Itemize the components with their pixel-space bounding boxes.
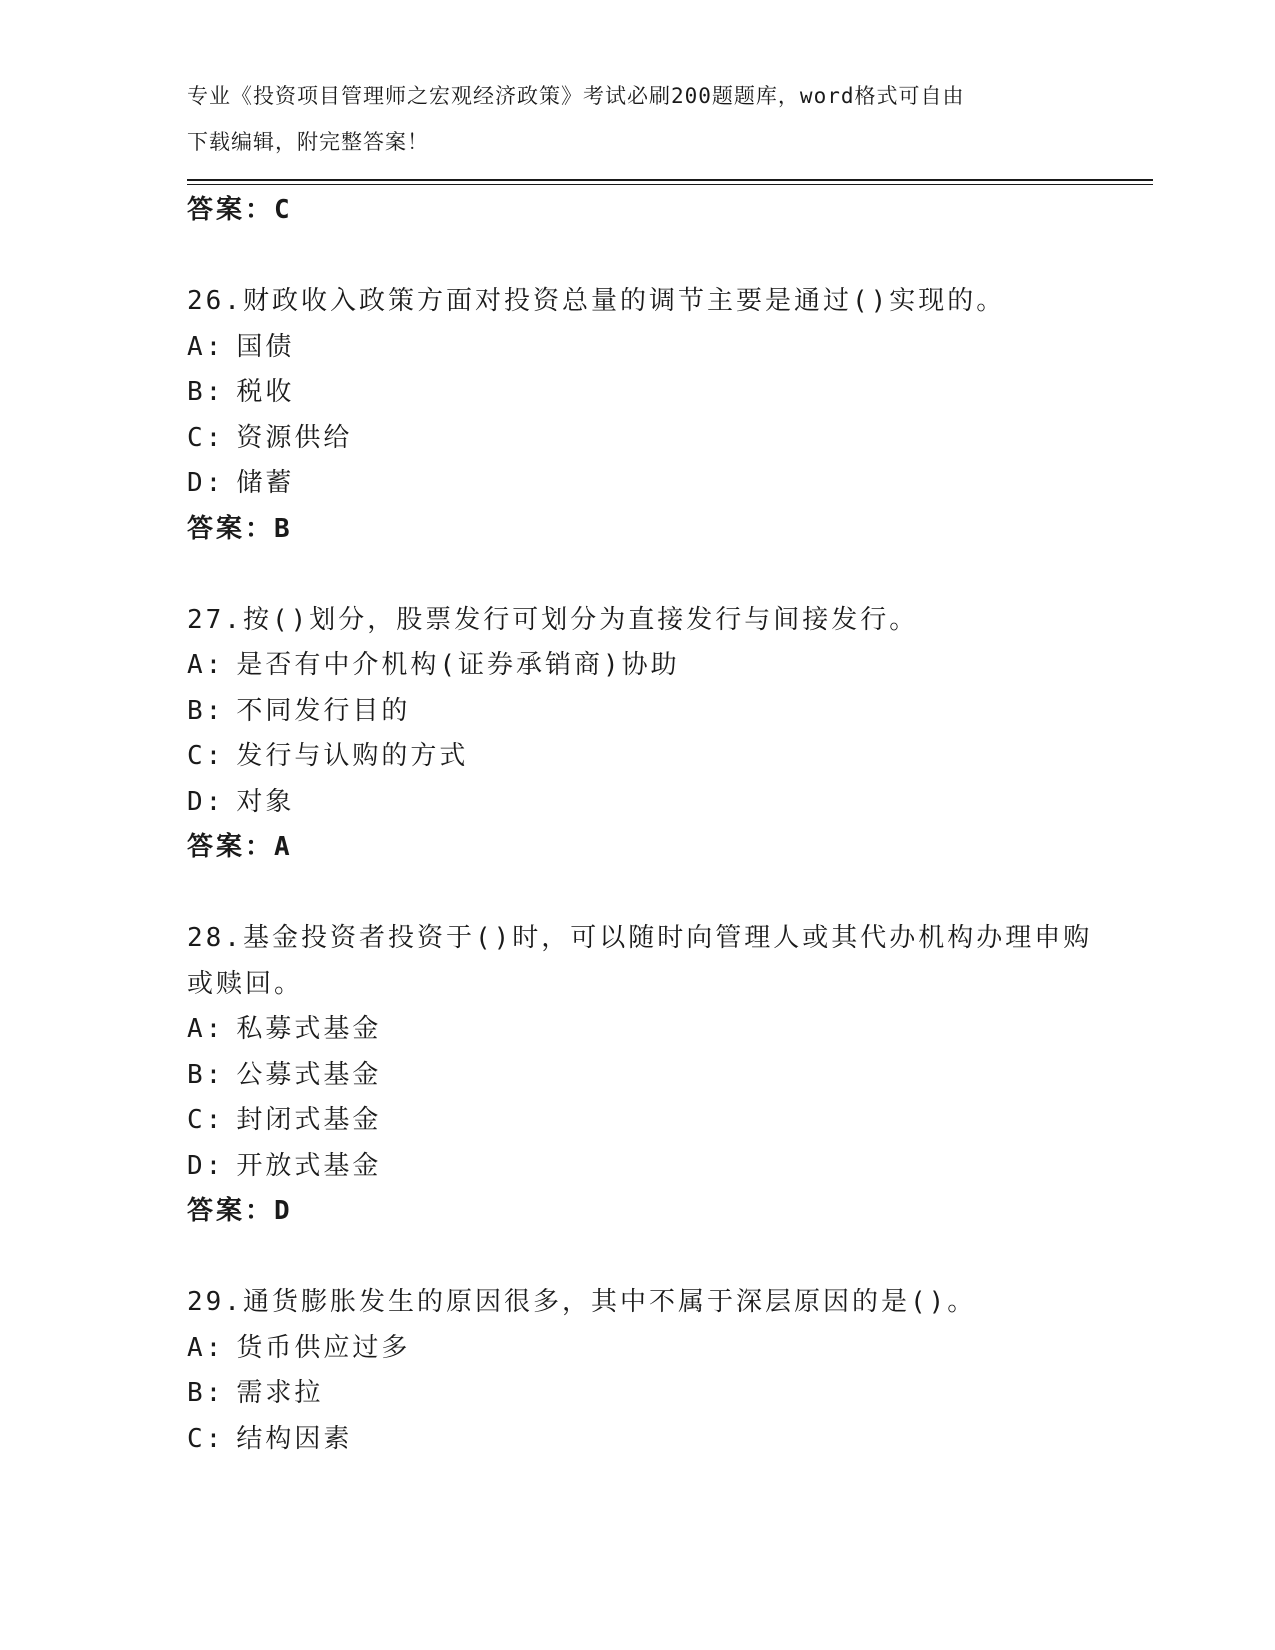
option-text: 结构因素 — [236, 1423, 353, 1454]
spacer — [187, 871, 1087, 917]
option-text: 对象 — [236, 786, 295, 817]
option-key: B: — [187, 377, 225, 407]
option-c — [187, 1098, 1087, 1144]
option-text: 不同发行目的 — [236, 695, 411, 726]
option-key: A: — [187, 331, 225, 362]
answer: 答案：A — [187, 832, 293, 862]
option-key: B: — [187, 1378, 225, 1408]
question-29 — [187, 1280, 1087, 1462]
option-text: 私募式基金 — [236, 1014, 382, 1044]
option-c — [187, 734, 1087, 780]
question-stem-continued: 或赎回。 — [187, 968, 304, 999]
header-line-2: 下载编辑，附完整答案！ — [187, 129, 429, 154]
spacer — [187, 1235, 1087, 1281]
option-key: C: — [187, 741, 225, 771]
document-header — [187, 74, 1077, 165]
option-key: C: — [187, 1105, 225, 1135]
option-key: A: — [187, 650, 225, 680]
header-divider-thin — [187, 184, 1153, 185]
option-text: 需求拉 — [236, 1378, 324, 1408]
option-c — [187, 1417, 1087, 1463]
answer: 答案：B — [187, 513, 293, 544]
spacer — [187, 552, 1087, 598]
option-b — [187, 1053, 1087, 1099]
option-a — [187, 325, 1087, 371]
option-text: 封闭式基金 — [236, 1105, 382, 1135]
option-d — [187, 780, 1087, 826]
option-b — [187, 370, 1087, 416]
header-divider-thick — [187, 179, 1153, 181]
option-c — [187, 416, 1087, 462]
question-stem: 27.按()划分，股票发行可划分为直接发行与间接发行。 — [187, 604, 919, 635]
option-text: 公募式基金 — [236, 1059, 382, 1090]
option-key: A: — [187, 1014, 225, 1044]
option-text: 开放式基金 — [236, 1150, 382, 1181]
option-a — [187, 1326, 1087, 1372]
option-key: D: — [187, 1150, 225, 1181]
question-list — [187, 188, 1093, 1462]
previous-answer: 答案：C — [187, 195, 293, 225]
question-stem: 26.财政收入政策方面对投资总量的调节主要是通过()实现的。 — [187, 286, 1006, 316]
option-key: D: — [187, 786, 225, 817]
option-key: C: — [187, 422, 225, 453]
option-text: 国债 — [236, 331, 295, 362]
question-28 — [187, 916, 1093, 1235]
option-text: 是否有中介机构(证券承销商)协助 — [236, 650, 680, 680]
question-stem: 28.基金投资者投资于()时，可以随时向管理人或其代办机构办理申购 — [187, 923, 1093, 953]
option-text: 货币供应过多 — [236, 1332, 411, 1363]
option-text: 发行与认购的方式 — [236, 741, 469, 771]
spacer — [187, 234, 1087, 280]
option-key: B: — [187, 1059, 225, 1090]
option-text: 税收 — [236, 377, 295, 407]
option-text: 资源供给 — [236, 422, 353, 453]
option-key: D: — [187, 468, 225, 498]
option-key: A: — [187, 1332, 225, 1363]
option-d — [187, 1144, 1087, 1190]
option-key: C: — [187, 1423, 225, 1454]
option-b — [187, 689, 1087, 735]
option-b — [187, 1371, 1087, 1417]
option-d — [187, 461, 1087, 507]
question-26 — [187, 279, 1087, 552]
question-27 — [187, 598, 1087, 871]
option-a — [187, 643, 1087, 689]
answer: 答案：D — [187, 1196, 293, 1226]
option-a — [187, 1007, 1087, 1053]
question-stem: 29.通货膨胀发生的原因很多，其中不属于深层原因的是()。 — [187, 1287, 977, 1317]
option-key: B: — [187, 695, 225, 726]
option-text: 储蓄 — [236, 468, 295, 498]
header-line-1: 专业《投资项目管理师之宏观经济政策》考试必刷200题题库，word格式可自由 — [187, 84, 965, 108]
